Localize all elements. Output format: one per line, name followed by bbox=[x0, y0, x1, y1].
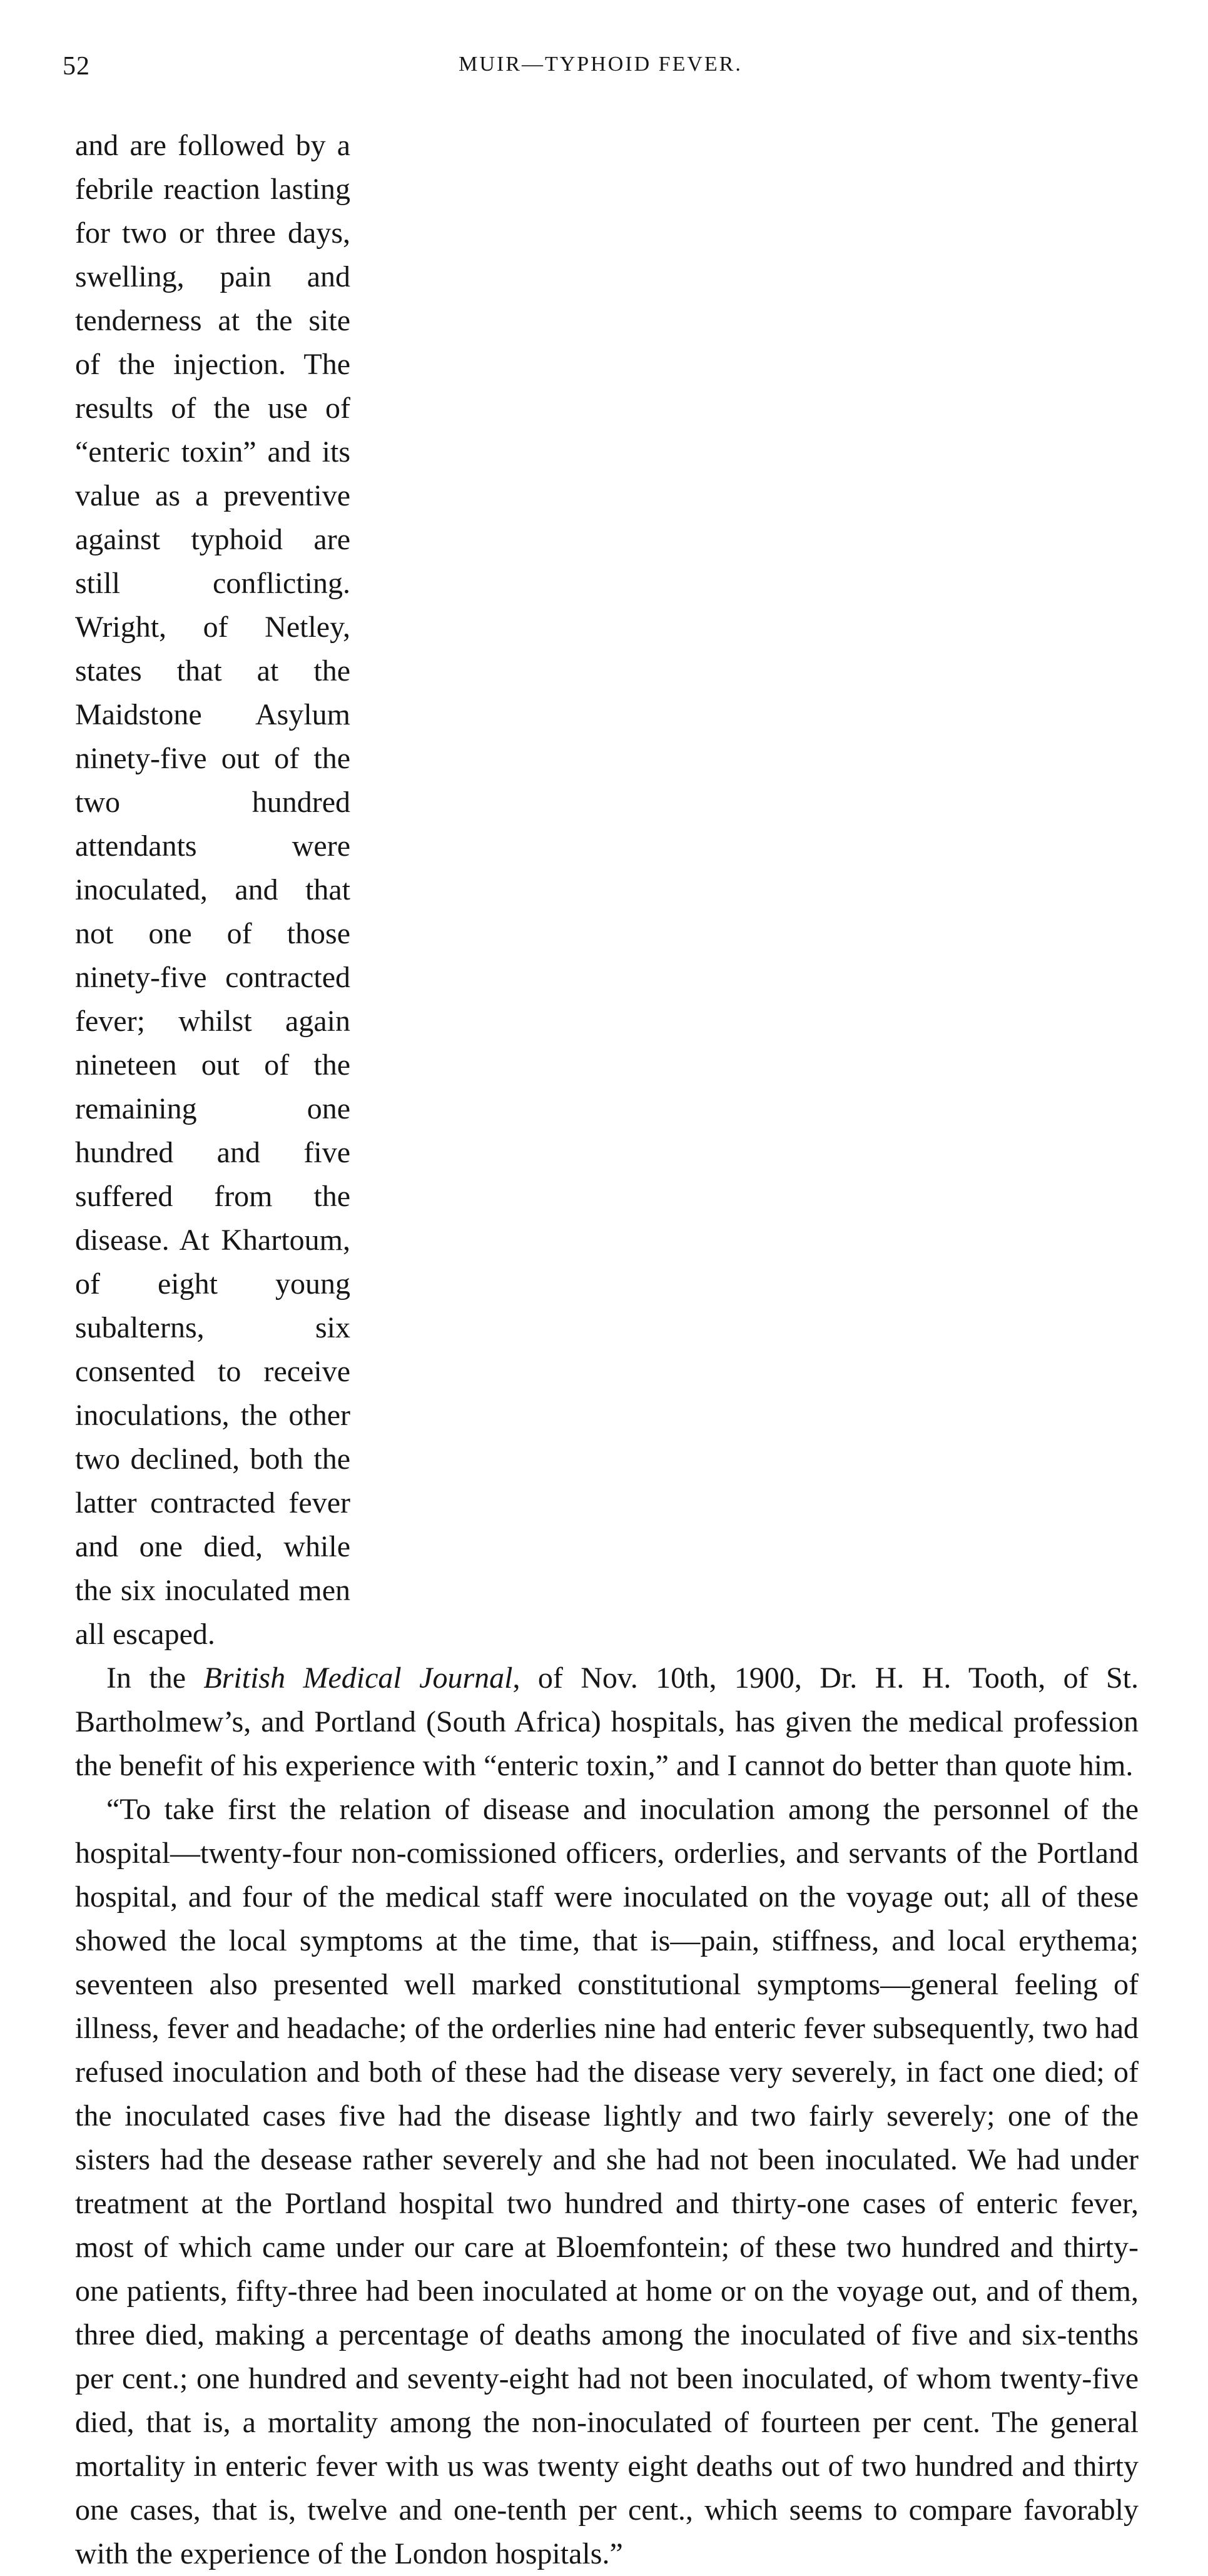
journal-title: British Medical Journal bbox=[203, 1661, 513, 1695]
paragraph-1: and are followed by a febrile reaction lasting for two or three days, swelling, pain and tenderness at the site of the injection. The results of the use of “enteric toxin” and its value as a preventive against typhoid are still conflicting. Wright, of Netley, states that at the Maidstone Asylum ninety-five out of the two hundred attendants were inoculated, and that not one of those ninety-five contracted fever; whilst again nineteen out of the remaining one hundred and five suffered from the disease. At Khartoum, of eight young subalterns, six consented to receive inoculations, the other two declined, both the latter contracted fever and one died, while the six inoculated men all escaped. bbox=[75, 129, 350, 1651]
paragraph-2-rest: , of Nov. 10th, 1900, Dr. H. H. Tooth, of St. Bartholmew’s, and Portland (South Africa) hospitals, has given the medical profession the benefit of his experience with “enteric toxin,” and I cannot do better than quote him. bbox=[75, 1661, 1139, 1782]
paragraph-2-lead: In the bbox=[106, 1661, 204, 1695]
page-number: 52 bbox=[63, 52, 90, 81]
paragraph-3-quotation: “To take first the relation of disease and inoculation among the personnel of the hospital—twenty-four non-comissioned officers, orderlies, and servants of the Portland hospital, and four of the medical staff were inoculated on the voyage out; all of these showed the local symptoms at the time, that is—pain, stiffness, and local erythema; seventeen also presented well marked constitutional symptoms—general feeling of illness, fever and headache; of the orderlies nine had enteric fever subsequently, two had refused inoculation and both of these had the disease very severely, in fact one died; of the inoculated cases five had the disease lightly and two fairly severely; one of the sisters had the desease rather severely and she had not been inoculated. We had under treatment at the Portland hospital two hundred and thirty-one cases of enteric fever, most of which came under our care at Bloemfontein; of these two hundred and thirty-one patients, fifty-three had been inoculated at home or on the voyage out, and of them, three died, making a percentage of deaths among the inoculated of five and six-tenths per cent.; one hundred and seventy-eight had not been inoculated, of whom twenty-five died, that is, a mortality among the non-inoculated of fourteen per cent. The general mortality in enteric fever with us was twenty eight deaths out of two hundred and thirty one cases, that is, twelve and one-tenth per cent., which seems to compare favorably with the experience of the London hospitals.” bbox=[75, 1793, 1139, 2570]
body-text bbox=[75, 124, 1139, 2576]
paragraph-2 bbox=[75, 1656, 1139, 1788]
running-head-title: MUIR—TYPHOID FEVER. bbox=[459, 53, 743, 76]
running-head bbox=[63, 51, 1139, 89]
